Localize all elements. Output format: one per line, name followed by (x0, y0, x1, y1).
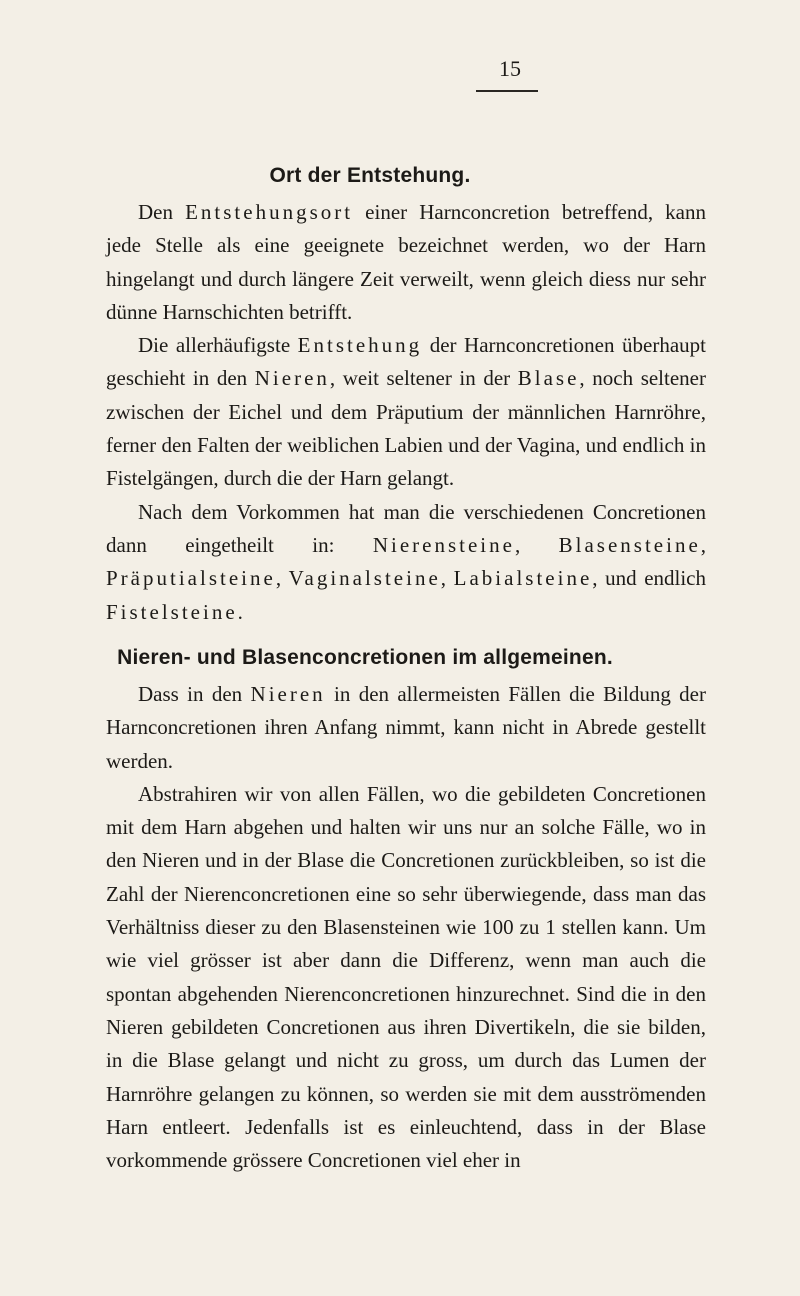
section-heading-origin: Ort der Entstehung. (269, 164, 471, 187)
text-run: , (275, 566, 289, 591)
spaced-term: Vaginalsteine (288, 566, 441, 591)
spaced-term: Nieren (254, 366, 330, 391)
spaced-term: Entstehungsort (185, 200, 354, 224)
text-run: der Harnconcretionen überhaupt geschieht in den (106, 333, 706, 391)
section-heading-kidney-bladder: Nieren- und Blasenconcretionen im allgemeinen. (117, 646, 613, 669)
spaced-term: Nieren (250, 682, 326, 706)
paragraph: Abstrahiren wir von allen Fällen, wo die gebildeten Concretionen mit dem Harn abgehen und halten wir uns nur an solche Fälle, wo in den Nieren und in der Blase die Concretionen zurückbleiben, so ist die Zahl der Nierenconcretionen eine so sehr überwiegende, dass man das Verhältniss dieser zu den Blasensteinen wie 100 zu 1 stellen kann. Um wie viel grösser ist aber dann die Differenz, wenn man auch die spontan abgehenden Nierenconcretionen hinzurechnet. Sind die in den Nieren gebildeten Concretionen aus ihren Divertikeln, die sie bilden, in die Blase gelangt und nicht zu gross, um durch das Lumen der Harnröhre gelangen zu können, so werden sie mit dem ausströmenden Harn entleert. Jedenfalls ist es einleuchtend, dass in der Blase vorkommende grössere Concretionen viel eher in (106, 781, 706, 1173)
section-origin-body (106, 196, 706, 629)
text-run: , und endlich (592, 566, 707, 591)
text-run: , (514, 532, 559, 557)
spaced-term: Labialsteine (453, 566, 593, 591)
text-run: Den (138, 200, 186, 224)
section-kidney-bladder-body (106, 678, 706, 1177)
paragraph (106, 196, 706, 329)
text-run: in den allermeisten Fällen die Bildung der Harnconcretionen ihren Anfang nimmt, kann nicht in Abrede gestellt werden. (106, 682, 706, 773)
text-run: , (440, 566, 454, 591)
text-run: . (237, 599, 243, 624)
paragraph (106, 329, 706, 495)
spaced-term: Fistelsteine (106, 599, 238, 624)
spaced-term: Blasensteine (558, 532, 701, 557)
spaced-term: Präputialsteine (106, 566, 276, 591)
text-run: , (700, 532, 707, 557)
text-run: Die allerhäufigste (138, 333, 298, 358)
page-number-rule (476, 90, 538, 92)
paragraph (106, 496, 706, 629)
spaced-term: Blase (517, 366, 580, 391)
text-run: Dass in den (138, 682, 251, 706)
text-run: einer Harnconcretion betreffend, kann jede Stelle als eine geeignete bezeichnet werden, wo der Harn hingelangt und durch längere Zeit verweilt, wenn gleich diess nur sehr dünne Harnschichten betrifft. (106, 200, 706, 324)
spaced-term: Entstehung (297, 333, 423, 358)
text-run: , weit seltener in der (329, 366, 518, 391)
paragraph (106, 678, 706, 778)
page-number: 15 (499, 56, 521, 81)
text-run: , noch seltener zwischen der Eichel und dem Präputium der männlichen Harnröhre, ferner den Falten der weiblichen Labien und der Vagina, und endlich in Fistelgängen, durch die der Harn gelangt. (106, 366, 706, 491)
text-run: Nach dem Vorkommen hat man die verschiedenen Concretionen dann eingetheilt in: (106, 499, 706, 557)
spaced-term: Nierensteine (372, 532, 515, 557)
